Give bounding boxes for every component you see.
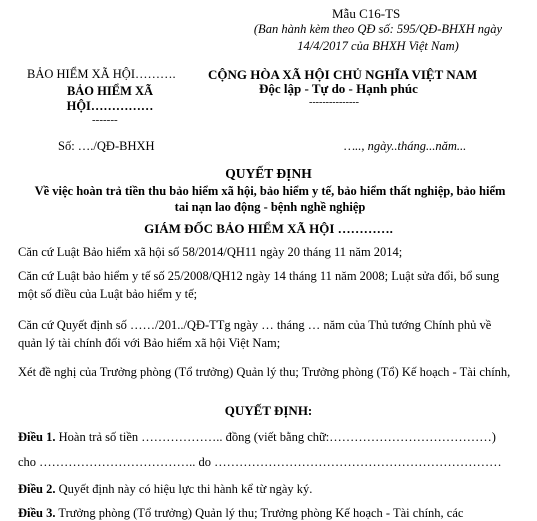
preamble-proposal: Xét đề nghị của Trưởng phòng (Tổ trưởng) Quản lý thu; Trưởng phòng (Tổ) Kế hoạch - Tài chính,: [18, 365, 511, 379]
agency-rule: -------: [92, 114, 118, 126]
agency-superior: BẢO HIỂM XÃ HỘI……….: [27, 67, 176, 81]
article-2: [18, 482, 528, 497]
preamble-law-health-insurance: Căn cứ Luật bảo hiểm y tế số 25/2008/QH12 ngày 14 tháng 11 năm 2008; Luật sửa đổi, bổ sung một số điều của Luật bảo hiểm y tế;: [18, 269, 500, 301]
motto-rule: ---------------: [309, 97, 359, 108]
issuing-authority: GIÁM ĐỐC BẢO HIỂM XÃ HỘI ………….: [144, 221, 393, 236]
form-code: Mẫu C16-TS: [332, 6, 401, 21]
document-title: QUYẾT ĐỊNH: [225, 166, 312, 181]
article-2-text: Quyết định này có hiệu lực thi hành kể từ ngày ký.: [55, 482, 313, 496]
article-2-label: Điều 2.: [18, 482, 56, 496]
document-number: Số: …./QĐ-BHXH: [58, 139, 155, 153]
preamble-law-social-insurance: Căn cứ Luật Bảo hiểm xã hội số 58/2014/QH11 ngày 20 tháng 11 năm 2014;: [18, 245, 403, 259]
article-1: [18, 430, 528, 445]
country-name: CỘNG HÒA XÃ HỘI CHỦ NGHĨA VIỆT NAM: [208, 67, 478, 82]
document-subject: Về việc hoàn trả tiền thu bảo hiểm xã hội, bảo hiểm y tế, bảo hiểm thất nghiệp, bảo hiểm tai nạn lao động - bệnh nghề nghiệp: [34, 184, 506, 214]
preamble-pm-decision: Căn cứ Quyết định số ……/201../QĐ-TTg ngày … tháng … năm của Thủ tướng Chính phủ về quản lý tài chính đối với Bảo hiểm xã hội Việt Nam;: [18, 318, 492, 350]
article-1-recipient-line: cho ……………………………….. do ……………………………………………………………: [18, 455, 502, 469]
national-motto: Độc lập - Tự do - Hạnh phúc: [259, 81, 418, 96]
article-3-label: Điều 3.: [18, 506, 56, 520]
issued-by-note: (Ban hành kèm theo QĐ số: 595/QĐ-BHXH ngày 14/4/2017 của BHXH Việt Nam): [253, 22, 503, 53]
agency-name: BẢO HIỂM XÃ HỘI……………: [66, 84, 154, 113]
article-3: [18, 506, 528, 521]
document-date: ….., ngày..tháng...năm...: [344, 139, 467, 153]
decision-heading: QUYẾT ĐỊNH:: [224, 403, 313, 418]
article-3-text: Trưởng phòng (Tổ trưởng) Quản lý thu; Trưởng phòng Kế hoạch - Tài chính, các: [55, 506, 464, 520]
article-1-text: Hoàn trả số tiền ……………….. đồng (viết bằng chữ:…………………………………): [55, 430, 496, 444]
article-1-label: Điều 1.: [18, 430, 56, 444]
